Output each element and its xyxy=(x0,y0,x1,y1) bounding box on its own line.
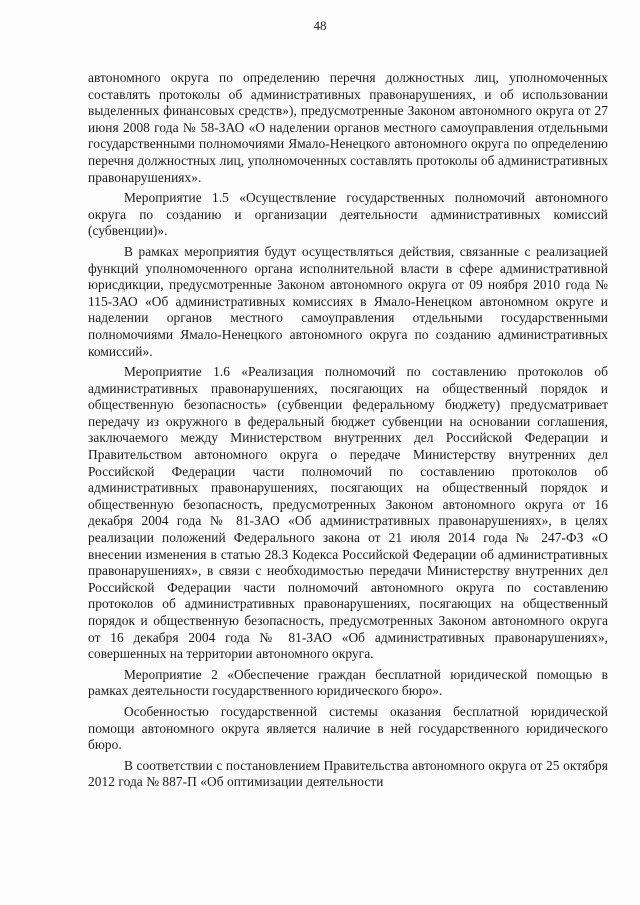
document-body xyxy=(88,70,608,795)
paragraph: Особенностью государственной системы оказания бесплатной юридической помощи автономного округа является наличие в ней государственного юридического бюро. xyxy=(88,703,608,753)
paragraph: В соответствии с постановлением Правительства автономного округа от 25 октября 2012 года № 887-П «Об оптимизации деятельности xyxy=(88,757,608,790)
paragraph: Мероприятие 1.6 «Реализация полномочий по составлению протоколов об административных правонарушениях, посягающих на общественный порядок и общественную безопасность» (субвенции федеральному бюджету) предусматривает передачу из окружного в федеральный бюджет субвенции на основании соглашения, заключаемого между Министерством внутренних дел Российской Федерации и Правительством автономного округа о передаче Министерству внутренних дел Российской Федерации части полномочий по составлению протоколов об административных правонарушениях, посягающих на общественный порядок и общественную безопасность, предусмотренных Законом автономного округа от 16 декабря 2004 года № 81-ЗАО «Об административных правонарушениях», в целях реализации положений Федерального закона от 21 июля 2014 года № 247-ФЗ «О внесении изменения в статью 28.3 Кодекса Российской Федерации об административных правонарушениях», в связи с необходимостью передачи Министерству внутренних дел Российской Федерации части полномочий автономного округа по составлению протоколов об административных правонарушениях, посягающих на общественный порядок и общественную безопасность, предусмотренных Законом автономного округа от 16 декабря 2004 года № 81-ЗАО «Об административных правонарушениях», совершенных на территории автономного округа. xyxy=(88,364,608,662)
paragraph: Мероприятие 1.5 «Осуществление государственных полномочий автономного округа по созданию и организации деятельности административных комиссий (субвенции)». xyxy=(88,190,608,239)
paragraph: Мероприятие 2 «Обеспечение граждан бесплатной юридической помощью в рамках деятельности государственного юридического бюро». xyxy=(88,666,608,699)
page-number: 48 xyxy=(313,18,327,33)
paragraph: автономного округа по определению перечня должностных лиц, уполномоченных составлять протоколы об административных правонарушениях, и об использовании выделенных финансовых средств»), предусмотренные Законом автономного округа от 27 июня 2008 года № 58-ЗАО «О наделении органов местного самоуправления отдельными государственными полномочиями Ямало-Ненецкого автономного округа по определению перечня должностных лиц, уполномоченных составлять протоколы об административных правонарушениях». xyxy=(88,70,608,185)
paragraph: В рамках мероприятия будут осуществляться действия, связанные с реализацией функций уполномоченного органа исполнительной власти в сфере административной юрисдикции, предусмотренные Законом автономного округа от 09 ноября 2010 года № 115-ЗАО «Об административных комиссиях в Ямало-Ненецком автономном округе и наделении органов местного самоуправления отдельными государственными полномочиями Ямало-Ненецкого автономного округа по созданию административных комиссий». xyxy=(88,243,608,359)
